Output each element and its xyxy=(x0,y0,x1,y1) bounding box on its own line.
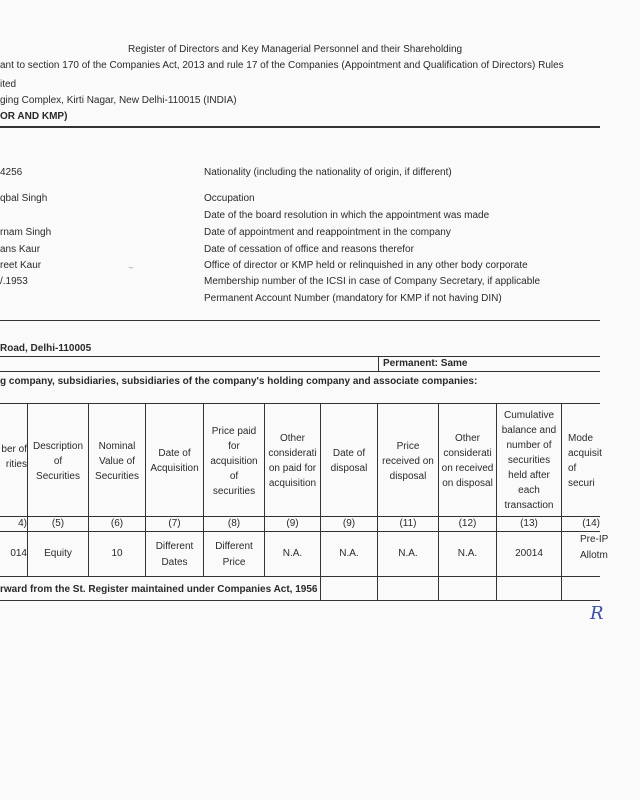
pan-label: Permanent Account Number (mandatory for KMP if not having DIN) xyxy=(204,293,502,304)
colnum: 4) xyxy=(18,518,27,529)
board-resolution-label: Date of the board resolution in which the appointment was made xyxy=(204,210,490,221)
header-nominal-value: Nominal Value of Securities xyxy=(95,441,139,482)
handwritten-mark: R xyxy=(590,603,604,624)
colnum: (14) xyxy=(582,518,600,529)
header-other-consideration-paid: Other considerati on paid for acquisition xyxy=(268,433,317,489)
occupation-label: Occupation xyxy=(204,193,255,204)
table-cell: Different Price xyxy=(215,541,253,568)
address-separator xyxy=(378,356,379,372)
section-title: OR AND KMP) xyxy=(0,111,68,122)
col-border xyxy=(320,403,321,600)
mother-name-value: ans Kaur xyxy=(0,244,41,255)
header-description: Description of Securities xyxy=(32,441,84,482)
table-cell: 10 xyxy=(111,548,123,559)
spouse-name-value: reet Kaur xyxy=(0,260,42,271)
header-number-of-securities: ber of rities xyxy=(1,444,27,470)
colnum: (12) xyxy=(458,518,477,529)
header-other-consideration-received: Other considerati on received on disposal xyxy=(441,433,494,489)
table-footer-border xyxy=(0,600,600,601)
colnum: (9) xyxy=(342,518,356,529)
permanent-address: Permanent: Same xyxy=(383,358,468,369)
header-mode-acquisition: Mode acquisit of securi xyxy=(568,433,602,489)
company-name: ited xyxy=(0,79,17,90)
holdings-heading: g company, subsidiaries, subsidiaries of the company's holding company and associate companies: xyxy=(0,376,478,387)
scan-speck: ∼ xyxy=(128,265,134,272)
colnum: (11) xyxy=(399,518,417,529)
details-divider xyxy=(0,320,600,321)
colnum: (7) xyxy=(168,518,181,529)
table-cell: 20014 xyxy=(515,548,543,559)
table-row-border xyxy=(0,576,600,577)
header-price-received: Price received on disposal xyxy=(382,441,434,482)
appointment-date-label: Date of appointment and reappointment in the company xyxy=(204,227,451,238)
table-footer-note: rward from the St. Register maintained under Companies Act, 1956 xyxy=(0,584,318,595)
colnum: (13) xyxy=(520,518,538,529)
table-cell: N.A. xyxy=(398,548,418,559)
company-address: ging Complex, Kirti Nagar, New Delhi-110015 (INDIA) xyxy=(0,95,237,106)
col-border xyxy=(377,403,378,600)
din-value: 4256 xyxy=(0,167,23,178)
colnum: (6) xyxy=(110,518,124,529)
table-top-border xyxy=(0,403,600,404)
colnum: (9) xyxy=(286,518,299,529)
dob-value: /.1953 xyxy=(0,276,28,287)
present-address: Road, Delhi-110005 xyxy=(0,343,92,354)
register-subtitle: ant to section 170 of the Companies Act, 2013 and rule 17 of the Companies (Appointment and Qualification of Directors) Rules xyxy=(0,60,564,71)
header-price-paid: Price paid for acquisition of securities xyxy=(210,426,258,497)
register-title: Register of Directors and Key Managerial Personnel and their Shareholding xyxy=(128,44,463,55)
table-cell: 014 xyxy=(10,548,27,559)
name-value: qbal Singh xyxy=(0,193,48,204)
other-office-label: Office of director or KMP held or relinquished in any other body corporate xyxy=(204,260,528,271)
address-bottom-line xyxy=(0,371,600,372)
header-cumulative-balance: Cumulative balance and number of securities held after each transaction xyxy=(501,410,557,511)
table-cell: Pre-IP Allotm xyxy=(580,534,609,561)
table-cell: N.A. xyxy=(457,548,478,559)
top-divider xyxy=(0,126,600,128)
nationality-label: Nationality (including the nationality of origin, if different) xyxy=(204,167,452,178)
header-date-disposal: Date of disposal xyxy=(330,448,368,474)
table-cell: N.A. xyxy=(339,548,359,559)
father-name-value: rnam Singh xyxy=(0,227,52,238)
header-date-acquisition: Date of Acquisition xyxy=(150,448,199,474)
icsi-membership-label: Membership number of the ICSI in case of Company Secretary, if applicable xyxy=(204,276,541,287)
table-cell: Different Dates xyxy=(155,541,194,568)
colnum: (8) xyxy=(227,518,241,529)
address-underline xyxy=(0,356,600,357)
cessation-label: Date of cessation of office and reasons therefor xyxy=(204,244,414,255)
table-cell: N.A. xyxy=(282,548,303,559)
table-cell: Equity xyxy=(44,548,72,559)
colnum: (5) xyxy=(51,518,65,529)
